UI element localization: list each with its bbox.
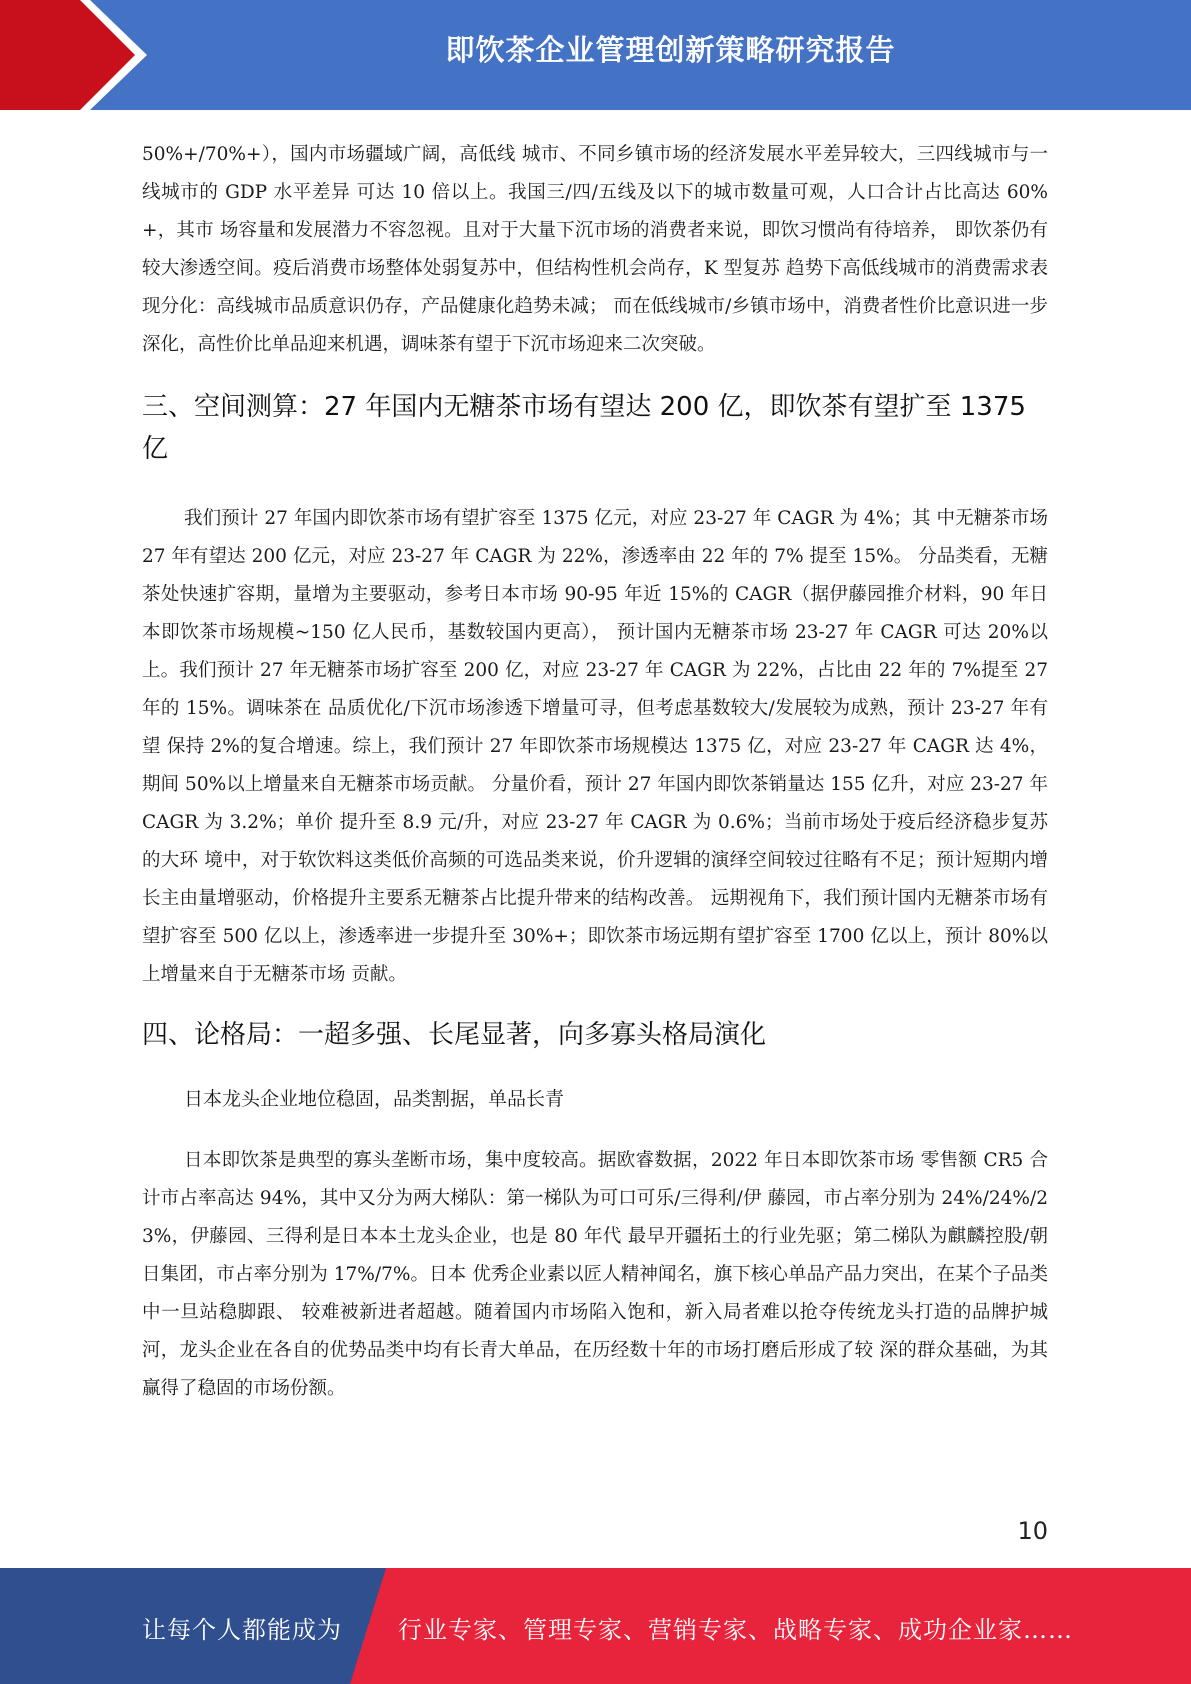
footer-slogan-left: 让每个人都能成为: [142, 1616, 342, 1644]
document-body: [142, 136, 1048, 1408]
section-3-paragraph: 我们预计 27 年国内即饮茶市场有望扩容至 1375 亿元，对应 23-27 年 CAGR 为 4%；其 中无糖茶市场 27 年有望达 200 亿元，对应 23-27 年 CAGR 为 22%，渗透率由 22 年的 7% 提至 15%。 分品类看，无糖茶处快速扩容期，量增为主要驱动，参考日本市场 90-95 年近 15%的 CAGR（据伊藤园推介材料，90 年日本即饮茶市场规模~150 亿人民币，基数较国内更高）， 预计国内无糖茶市场 23-27 年 CAGR 可达 20%以上。我们预计 27 年无糖茶市场扩容至 200 亿，对应 23-27 年 CAGR 为 22%，占比由 22 年的 7%提至 27 年的 15%。调味茶在 品质优化/下沉市场渗透下增量可寻，但考虑基数较大/发展较为成熟，预计 23-27 年有望 保持 2%的复合增速。综上，我们预计 27 年即饮茶市场规模达 1375 亿，对应 23-27 年 CAGR 达 4%，期间 50%以上增量来自无糖茶市场贡献。 分量价看，预计 27 年国内即饮茶销量达 155 亿升，对应 23-27 年 CAGR 为 3.2%；单价 提升至 8.9 元/升，对应 23-27 年 CAGR 为 0.6%；当前市场处于疫后经济稳步复苏的大环 境中，对于软饮料这类低价高频的可选品类来说，价升逻辑的演绎空间较过往略有不足；预计短期内增长主由量增驱动，价格提升主要系无糖茶占比提升带来的结构改善。 远期视角下，我们预计国内无糖茶市场有望扩容至 500 亿以上，渗透率进一步提升至 30%+；即饮茶市场远期有望扩容至 1700 亿以上，预计 80%以上增量来自于无糖茶市场 贡献。: [142, 508, 1048, 985]
header-arrow-decoration: [0, 0, 160, 110]
section-4-subheading: 日本龙头企业地位稳固，品类割据，单品长青: [184, 1088, 565, 1110]
intro-paragraph: 50%+/70%+），国内市场疆域广阔，高低线 城市、不同乡镇市场的经济发展水平差异较大，三四线城市与一线城市的 GDP 水平差异 可达 10 倍以上。我国三/四/五线及以下的城市数量可观，人口合计占比高达 60%+，其市 场容量和发展潜力不容忽视。且对于大量下沉市场的消费者来说，即饮习惯尚有待培养， 即饮茶仍有较大渗透空间。疫后消费市场整体处弱复苏中，但结构性机会尚存，K 型复苏 趋势下高低线城市的消费需求表现分化：高线城市品质意识仍存，产品健康化趋势未减； 而在低线城市/乡镇市场中，消费者性价比意识进一步深化，高性价比单品迎来机遇，调味茶有望于下沉市场迎来二次突破。: [142, 144, 1048, 355]
page-header-title: 即饮茶企业管理创新策略研究报告: [445, 33, 896, 67]
footer-slogan-right: 行业专家、管理专家、营销专家、战略专家、成功企业家……: [398, 1616, 1073, 1644]
section-3-heading: 三、空间测算：27 年国内无糖茶市场有望达 200 亿，即饮茶有望扩至 1375 亿: [142, 392, 1026, 464]
page-footer: [0, 1568, 1191, 1684]
section-4-heading: 四、论格局：一超多强、长尾显著，向多寡头格局演化: [142, 1020, 767, 1050]
page-number: 10: [1017, 1517, 1048, 1545]
section-4-paragraph: 日本即饮茶是典型的寡头垄断市场，集中度较高。据欧睿数据，2022 年日本即饮茶市场 零售额 CR5 合计市占率高达 94%，其中又分为两大梯队：第一梯队为可口可乐/三得利/伊 藤园，市占率分别为 24%/24%/23%，伊藤园、三得利是日本本土龙头企业，也是 80 年代 最早开疆拓土的行业先驱；第二梯队为麒麟控股/朝日集团，市占率分别为 17%/7%。日本 优秀企业素以匠人精神闻名，旗下核心单品产品力突出，在某个子品类中一旦站稳脚跟、 较难被新进者超越。随着国内市场陷入饱和，新入局者难以抢夺传统龙头打造的品牌护城 河，龙头企业在各自的优势品类中均有长青大单品，在历经数十年的市场打磨后形成了较 深的群众基础，为其赢得了稳固的市场份额。: [142, 1150, 1048, 1399]
